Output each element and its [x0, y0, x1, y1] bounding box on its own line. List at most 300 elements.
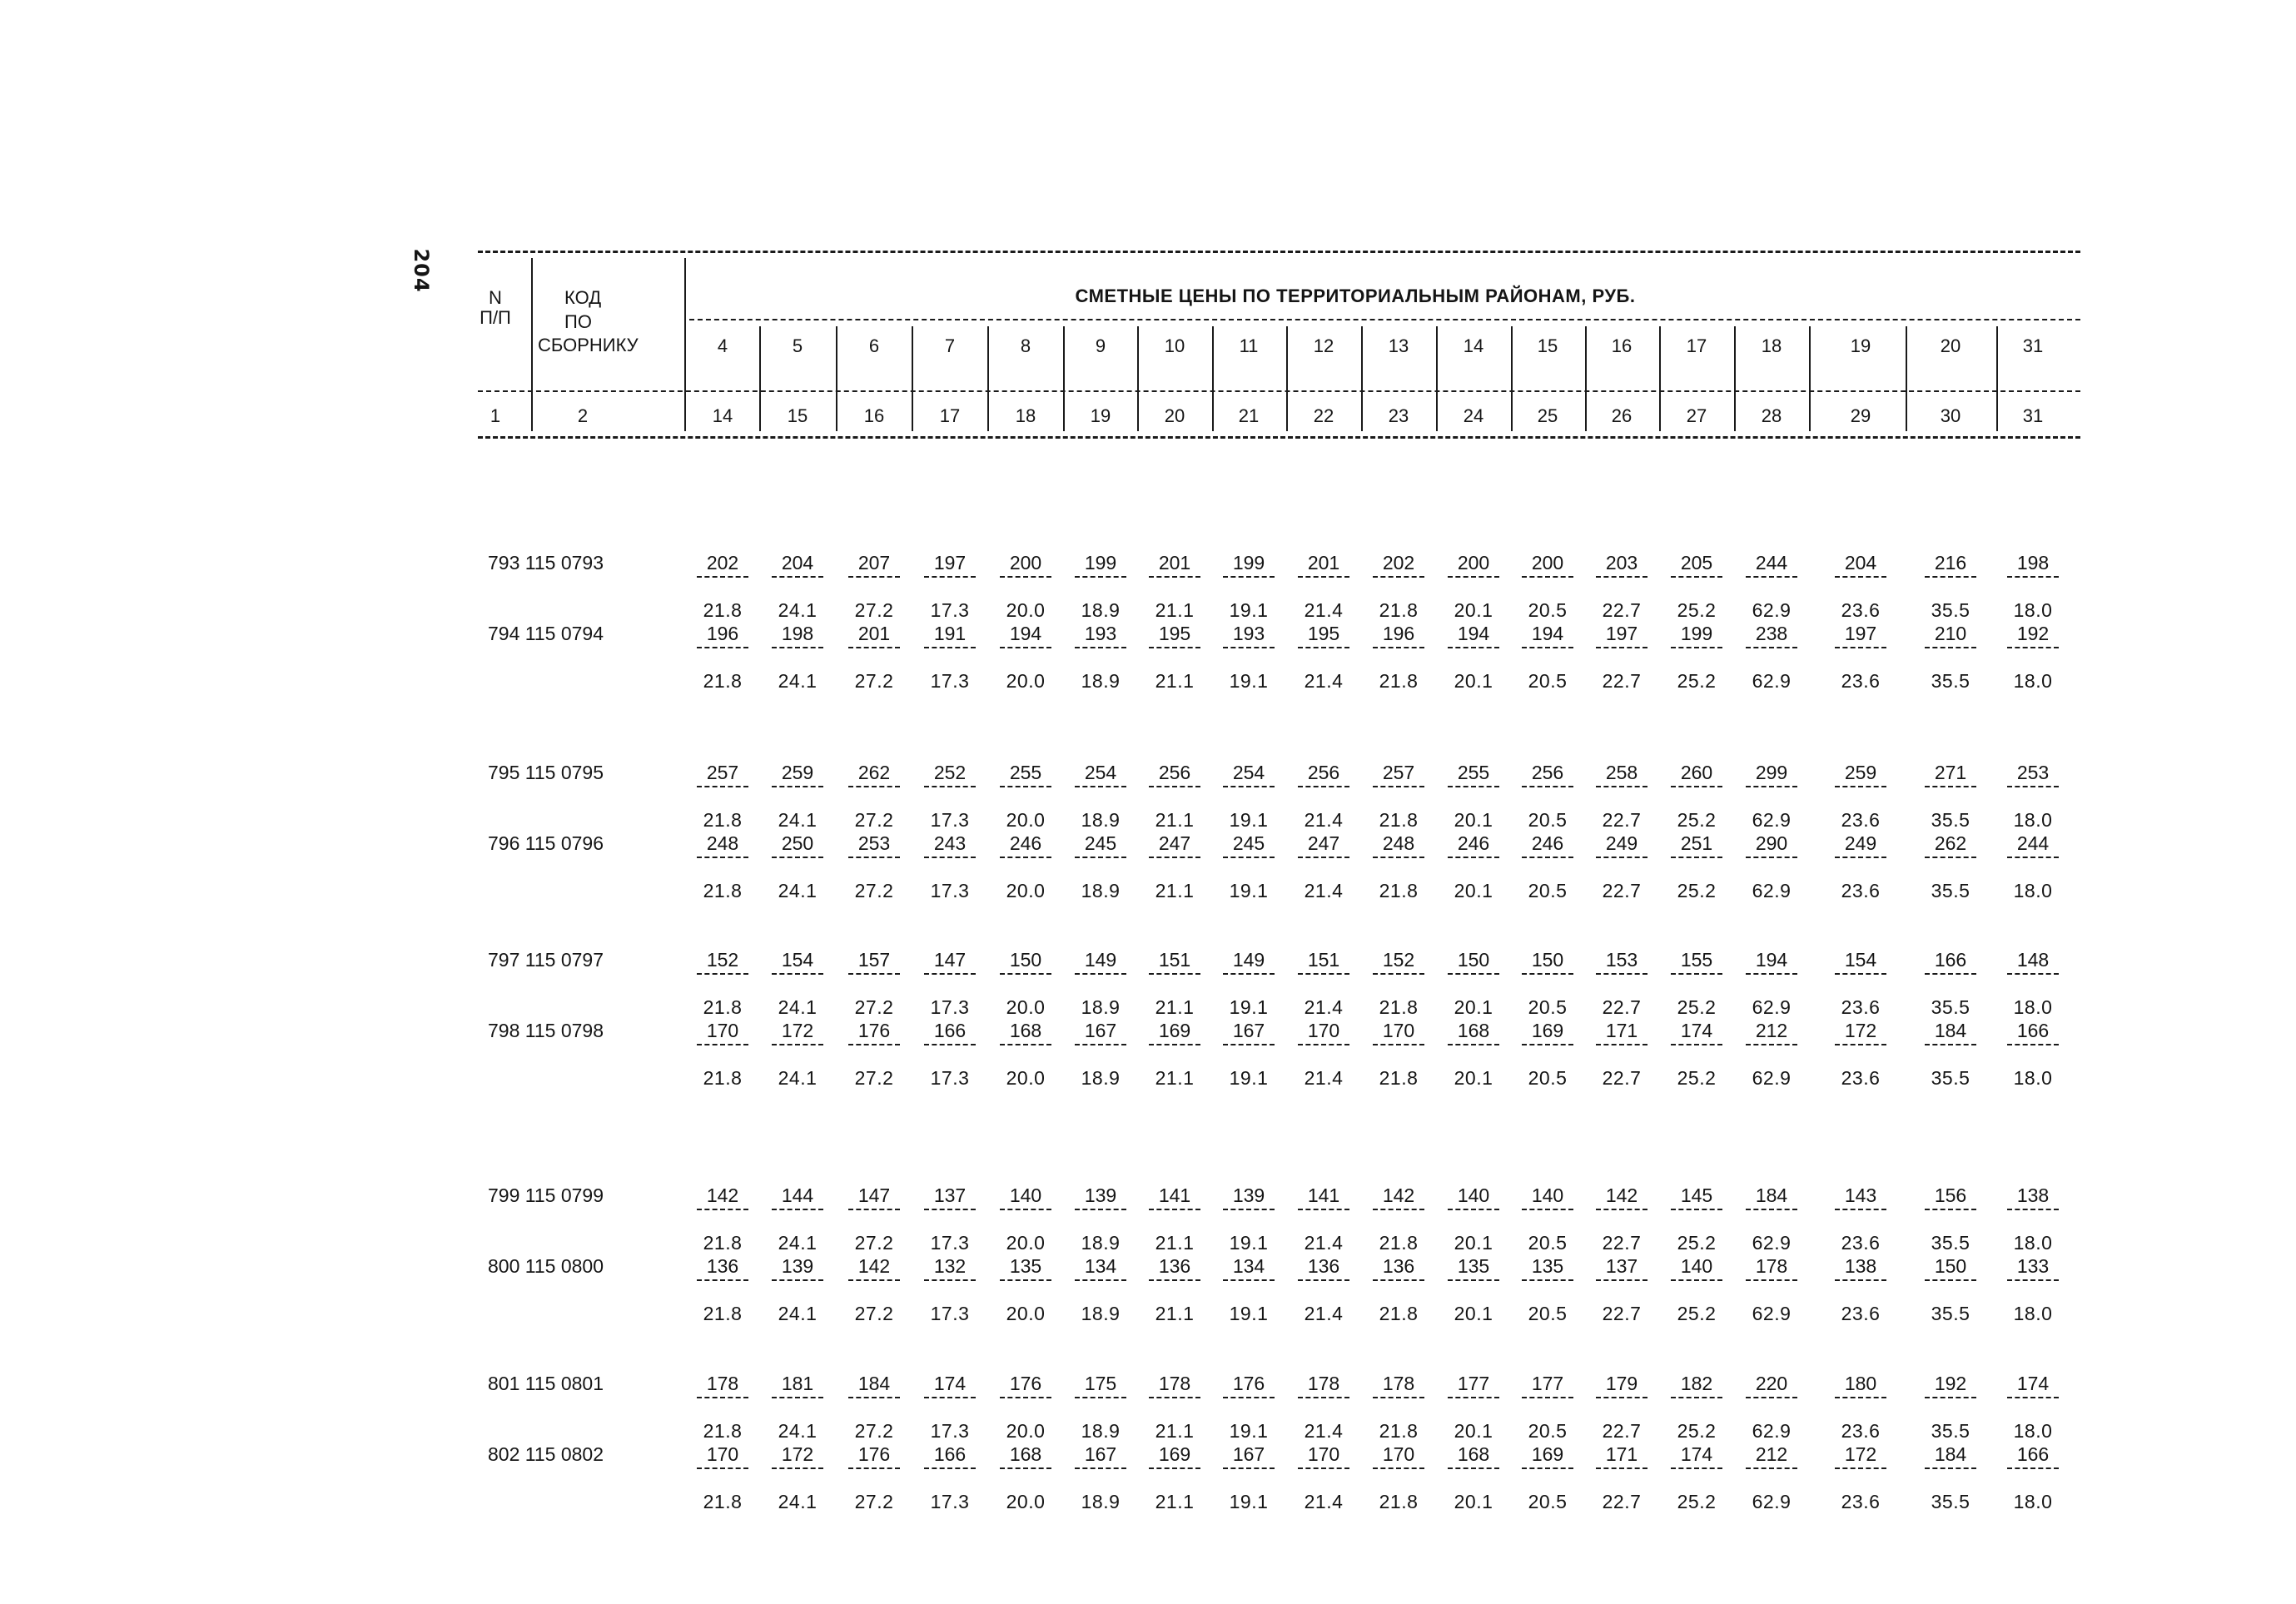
fraction-bar [1835, 786, 1886, 787]
wage-value: 23.6 [1841, 1303, 1881, 1324]
price-value: 247 [1307, 832, 1340, 854]
fraction-bar [772, 1209, 823, 1210]
price-value: 168 [1457, 1020, 1490, 1041]
index-number: 2 [577, 405, 589, 426]
fraction-bar [1835, 576, 1886, 578]
wage-value: 35.5 [1931, 1303, 1970, 1324]
price-value: 151 [1158, 949, 1191, 971]
price-value: 197 [1844, 623, 1877, 644]
row-code: 797 115 0797 [488, 949, 604, 971]
region-number: 18 [1761, 335, 1782, 356]
price-value: 150 [1531, 949, 1564, 971]
index-number: 21 [1238, 405, 1260, 426]
index-number: 22 [1313, 405, 1334, 426]
wage-value: 19.1 [1229, 809, 1269, 831]
price-value: 154 [1844, 949, 1877, 971]
fraction-bar [1373, 1467, 1424, 1469]
index-number: 19 [1090, 405, 1111, 426]
column-divider [1996, 326, 1998, 431]
fraction-bar [1298, 1397, 1349, 1398]
wage-value: 18.9 [1081, 1303, 1121, 1324]
fraction-bar [1596, 647, 1647, 648]
wage-value: 20.0 [1006, 599, 1046, 621]
fraction-bar [2007, 576, 2059, 578]
fraction-bar [1149, 1279, 1200, 1281]
column-divider [1734, 326, 1736, 431]
wage-value: 21.1 [1155, 1067, 1195, 1089]
region-number: 4 [717, 335, 728, 356]
price-value: 170 [1382, 1020, 1415, 1041]
price-value: 247 [1158, 832, 1191, 854]
fraction-bar [1149, 973, 1200, 975]
wage-value: 62.9 [1752, 1232, 1792, 1254]
price-value: 248 [1382, 832, 1415, 854]
wage-value: 24.1 [778, 1491, 818, 1512]
price-value: 166 [1934, 949, 1967, 971]
fraction-bar [1298, 786, 1349, 787]
wage-value: 20.5 [1528, 1232, 1568, 1254]
fraction-bar [697, 576, 748, 578]
fraction-bar [772, 1279, 823, 1281]
fraction-bar [2007, 1397, 2059, 1398]
wage-value: 22.7 [1602, 1232, 1642, 1254]
fraction-bar [1522, 857, 1573, 858]
column-divider [759, 326, 761, 431]
fraction-bar [1373, 973, 1424, 975]
wage-value: 18.0 [2013, 996, 2053, 1018]
price-value: 139 [1084, 1184, 1117, 1206]
price-value: 243 [933, 832, 967, 854]
wage-value: 17.3 [930, 1420, 970, 1442]
price-value: 196 [706, 623, 739, 644]
price-value: 153 [1605, 949, 1638, 971]
price-value: 144 [781, 1184, 814, 1206]
fraction-bar [924, 786, 976, 787]
fraction-bar [1373, 786, 1424, 787]
wage-value: 62.9 [1752, 599, 1792, 621]
price-value: 181 [781, 1373, 814, 1394]
wage-value: 25.2 [1677, 670, 1717, 692]
column-divider [684, 258, 686, 431]
wage-value: 18.9 [1081, 1491, 1121, 1512]
fraction-bar [772, 647, 823, 648]
wage-value: 21.8 [1379, 1491, 1419, 1512]
fraction-bar [1000, 1279, 1051, 1281]
price-value: 200 [1009, 552, 1042, 574]
wage-value: 22.7 [1602, 1303, 1642, 1324]
fraction-bar [2007, 647, 2059, 648]
wage-value: 17.3 [930, 1232, 970, 1254]
wage-value: 18.9 [1081, 670, 1121, 692]
column-divider [1137, 326, 1139, 431]
fraction-bar [697, 1044, 748, 1045]
price-value: 157 [857, 949, 891, 971]
price-value: 191 [933, 623, 967, 644]
wage-value: 20.0 [1006, 1303, 1046, 1324]
wage-value: 21.8 [703, 1420, 743, 1442]
wage-value: 24.1 [778, 1232, 818, 1254]
wage-value: 62.9 [1752, 880, 1792, 901]
fraction-bar [1000, 1209, 1051, 1210]
wage-value: 23.6 [1841, 599, 1881, 621]
price-value: 210 [1934, 623, 1967, 644]
column-divider [1436, 326, 1438, 431]
fraction-bar [848, 973, 900, 975]
wage-value: 24.1 [778, 1303, 818, 1324]
price-value: 174 [1680, 1443, 1713, 1465]
wage-value: 21.4 [1304, 670, 1344, 692]
wage-value: 27.2 [854, 996, 894, 1018]
column-divider [987, 326, 989, 431]
fraction-bar [697, 857, 748, 858]
wage-value: 35.5 [1931, 599, 1970, 621]
wage-value: 19.1 [1229, 1232, 1269, 1254]
price-value: 204 [781, 552, 814, 574]
price-value: 167 [1232, 1443, 1265, 1465]
price-value: 166 [2016, 1443, 2050, 1465]
price-value: 256 [1531, 762, 1564, 783]
wage-value: 24.1 [778, 809, 818, 831]
wage-value: 21.8 [703, 670, 743, 692]
wage-value: 20.1 [1454, 599, 1493, 621]
fraction-bar [1925, 1397, 1976, 1398]
fraction-bar [1373, 1044, 1424, 1045]
region-number: 12 [1313, 335, 1334, 356]
fraction-bar [1835, 1044, 1886, 1045]
price-value: 176 [1232, 1373, 1265, 1394]
wage-value: 19.1 [1229, 880, 1269, 901]
fraction-bar [1596, 1467, 1647, 1469]
price-value: 136 [1158, 1255, 1191, 1277]
fraction-bar [1000, 1397, 1051, 1398]
price-value: 151 [1307, 949, 1340, 971]
price-value: 198 [2016, 552, 2050, 574]
wage-value: 20.0 [1006, 1067, 1046, 1089]
price-value: 150 [1009, 949, 1042, 971]
wage-value: 27.2 [854, 1303, 894, 1324]
price-value: 178 [706, 1373, 739, 1394]
fraction-bar [848, 1209, 900, 1210]
fraction-bar [1925, 1209, 1976, 1210]
fraction-bar [1925, 786, 1976, 787]
wage-value: 18.0 [2013, 1303, 2053, 1324]
fraction-bar [924, 973, 976, 975]
header-bottom-rule [478, 436, 2080, 439]
price-value: 150 [1457, 949, 1490, 971]
wage-value: 22.7 [1602, 599, 1642, 621]
fraction-bar [1596, 1279, 1647, 1281]
fraction-bar [1298, 1279, 1349, 1281]
fraction-bar [1925, 1279, 1976, 1281]
wage-value: 21.8 [703, 599, 743, 621]
price-value: 171 [1605, 1020, 1638, 1041]
fraction-bar [2007, 857, 2059, 858]
fraction-bar [1298, 1467, 1349, 1469]
price-value: 203 [1605, 552, 1638, 574]
wage-value: 19.1 [1229, 670, 1269, 692]
fraction-bar [1448, 1209, 1499, 1210]
region-number: 20 [1940, 335, 1961, 356]
fraction-bar [697, 973, 748, 975]
price-value: 169 [1531, 1020, 1564, 1041]
price-value: 193 [1084, 623, 1117, 644]
row-code: 801 115 0801 [488, 1373, 604, 1394]
price-value: 253 [2016, 762, 2050, 783]
fraction-bar [2007, 1279, 2059, 1281]
price-value: 132 [933, 1255, 967, 1277]
price-value: 170 [706, 1443, 739, 1465]
price-value: 195 [1158, 623, 1191, 644]
fraction-bar [1448, 1044, 1499, 1045]
fraction-bar [1448, 647, 1499, 648]
wage-value: 27.2 [854, 1067, 894, 1089]
fraction-bar [772, 1044, 823, 1045]
fraction-bar [848, 857, 900, 858]
fraction-bar [1075, 1467, 1126, 1469]
index-number: 25 [1537, 405, 1558, 426]
wage-value: 18.0 [2013, 809, 2053, 831]
fraction-bar [1746, 857, 1797, 858]
fraction-bar [924, 1044, 976, 1045]
price-value: 141 [1307, 1184, 1340, 1206]
price-value: 138 [2016, 1184, 2050, 1206]
price-value: 135 [1531, 1255, 1564, 1277]
wage-value: 18.9 [1081, 880, 1121, 901]
price-value: 176 [857, 1443, 891, 1465]
fraction-bar [1075, 1044, 1126, 1045]
price-value: 182 [1680, 1373, 1713, 1394]
price-value: 137 [1605, 1255, 1638, 1277]
header-col-code: ПО [564, 311, 592, 332]
price-value: 171 [1605, 1443, 1638, 1465]
fraction-bar [1835, 647, 1886, 648]
wage-value: 18.0 [2013, 1420, 2053, 1442]
wage-value: 25.2 [1677, 809, 1717, 831]
fraction-bar [1596, 576, 1647, 578]
price-value: 136 [706, 1255, 739, 1277]
wage-value: 23.6 [1841, 1067, 1881, 1089]
wage-value: 62.9 [1752, 1067, 1792, 1089]
wage-value: 21.4 [1304, 1491, 1344, 1512]
fraction-bar [1925, 647, 1976, 648]
fraction-bar [1671, 1279, 1722, 1281]
wage-value: 18.9 [1081, 599, 1121, 621]
row-code: 800 115 0800 [488, 1255, 604, 1277]
wage-value: 17.3 [930, 1067, 970, 1089]
wage-value: 21.8 [1379, 1067, 1419, 1089]
price-value: 178 [1382, 1373, 1415, 1394]
wage-value: 20.1 [1454, 1067, 1493, 1089]
column-divider [1809, 326, 1811, 431]
fraction-bar [1596, 973, 1647, 975]
column-divider [1286, 326, 1288, 431]
price-value: 149 [1084, 949, 1117, 971]
wage-value: 35.5 [1931, 809, 1970, 831]
index-number: 23 [1388, 405, 1409, 426]
wage-value: 35.5 [1931, 670, 1970, 692]
price-value: 140 [1531, 1184, 1564, 1206]
price-value: 145 [1680, 1184, 1713, 1206]
fraction-bar [848, 647, 900, 648]
header-mid-rule [689, 319, 2080, 320]
price-value: 195 [1307, 623, 1340, 644]
wage-value: 25.2 [1677, 1232, 1717, 1254]
wage-value: 21.4 [1304, 1067, 1344, 1089]
wage-value: 17.3 [930, 1491, 970, 1512]
wage-value: 27.2 [854, 670, 894, 692]
fraction-bar [1448, 576, 1499, 578]
row-code: 802 115 0802 [488, 1443, 604, 1465]
wage-value: 18.0 [2013, 1067, 2053, 1089]
price-value: 148 [2016, 949, 2050, 971]
wage-value: 17.3 [930, 599, 970, 621]
fraction-bar [1223, 786, 1275, 787]
fraction-bar [924, 1209, 976, 1210]
price-value: 180 [1844, 1373, 1877, 1394]
wage-value: 62.9 [1752, 809, 1792, 831]
price-value: 249 [1605, 832, 1638, 854]
wage-value: 21.8 [703, 880, 743, 901]
fraction-bar [1223, 647, 1275, 648]
region-number: 19 [1850, 335, 1871, 356]
price-value: 149 [1232, 949, 1265, 971]
wage-value: 18.9 [1081, 809, 1121, 831]
price-value: 139 [1232, 1184, 1265, 1206]
wage-value: 20.0 [1006, 1420, 1046, 1442]
fraction-bar [1149, 1467, 1200, 1469]
index-number: 24 [1463, 405, 1484, 426]
fraction-bar [1835, 1279, 1886, 1281]
price-value: 246 [1457, 832, 1490, 854]
wage-value: 27.2 [854, 1232, 894, 1254]
price-value: 212 [1755, 1443, 1788, 1465]
price-value: 254 [1084, 762, 1117, 783]
index-number: 28 [1761, 405, 1782, 426]
fraction-bar [1671, 786, 1722, 787]
price-value: 212 [1755, 1020, 1788, 1041]
fraction-bar [1835, 973, 1886, 975]
fraction-bar [1298, 973, 1349, 975]
price-value: 254 [1232, 762, 1265, 783]
price-value: 166 [2016, 1020, 2050, 1041]
price-value: 202 [706, 552, 739, 574]
wage-value: 24.1 [778, 599, 818, 621]
fraction-bar [1596, 1397, 1647, 1398]
wage-value: 21.8 [1379, 1303, 1419, 1324]
wage-value: 21.4 [1304, 1303, 1344, 1324]
fraction-bar [1596, 786, 1647, 787]
wage-value: 35.5 [1931, 1420, 1970, 1442]
wage-value: 21.8 [1379, 880, 1419, 901]
price-value: 167 [1084, 1443, 1117, 1465]
price-value: 253 [857, 832, 891, 854]
price-value: 147 [857, 1184, 891, 1206]
wage-value: 20.1 [1454, 809, 1493, 831]
column-divider [1906, 326, 1907, 431]
fraction-bar [1448, 973, 1499, 975]
fraction-bar [1223, 1044, 1275, 1045]
fraction-bar [1149, 857, 1200, 858]
fraction-bar [1373, 1279, 1424, 1281]
wage-value: 17.3 [930, 809, 970, 831]
price-value: 259 [1844, 762, 1877, 783]
price-value: 245 [1084, 832, 1117, 854]
fraction-bar [1373, 576, 1424, 578]
fraction-bar [772, 1467, 823, 1469]
region-number: 10 [1164, 335, 1185, 356]
wage-value: 25.2 [1677, 1067, 1717, 1089]
index-number: 14 [712, 405, 733, 426]
fraction-bar [1925, 1044, 1976, 1045]
fraction-bar [1223, 1209, 1275, 1210]
region-number: 7 [944, 335, 956, 356]
fraction-bar [1522, 576, 1573, 578]
fraction-bar [1925, 576, 1976, 578]
fraction-bar [1373, 647, 1424, 648]
price-value: 249 [1844, 832, 1877, 854]
region-number: 5 [792, 335, 803, 356]
wage-value: 21.4 [1304, 809, 1344, 831]
fraction-bar [1746, 576, 1797, 578]
price-value: 184 [1934, 1443, 1967, 1465]
price-value: 257 [1382, 762, 1415, 783]
wage-value: 20.0 [1006, 809, 1046, 831]
wage-value: 18.0 [2013, 599, 2053, 621]
column-divider [1212, 326, 1214, 431]
column-divider [1585, 326, 1587, 431]
wage-value: 19.1 [1229, 1067, 1269, 1089]
price-value: 174 [2016, 1373, 2050, 1394]
wage-value: 62.9 [1752, 996, 1792, 1018]
wage-value: 25.2 [1677, 1420, 1717, 1442]
wage-value: 21.4 [1304, 880, 1344, 901]
fraction-bar [1000, 786, 1051, 787]
wage-value: 18.0 [2013, 670, 2053, 692]
fraction-bar [1075, 576, 1126, 578]
price-value: 133 [2016, 1255, 2050, 1277]
wage-value: 25.2 [1677, 1303, 1717, 1324]
wage-value: 20.5 [1528, 599, 1568, 621]
fraction-bar [1149, 1044, 1200, 1045]
fraction-bar [1522, 1044, 1573, 1045]
fraction-bar [1522, 786, 1573, 787]
page-number: 204 [410, 248, 433, 293]
wage-value: 35.5 [1931, 1491, 1970, 1512]
fraction-bar [1373, 857, 1424, 858]
header-col-code: СБОРНИКУ [538, 335, 639, 355]
fraction-bar [1149, 647, 1200, 648]
wage-value: 22.7 [1602, 1420, 1642, 1442]
wage-value: 21.1 [1155, 809, 1195, 831]
price-value: 244 [2016, 832, 2050, 854]
price-value: 257 [706, 762, 739, 783]
price-value: 259 [781, 762, 814, 783]
price-value: 238 [1755, 623, 1788, 644]
price-value: 184 [1934, 1020, 1967, 1041]
fraction-bar [1223, 1467, 1275, 1469]
column-divider [836, 326, 837, 431]
fraction-bar [1596, 1209, 1647, 1210]
wage-value: 19.1 [1229, 1491, 1269, 1512]
wage-value: 62.9 [1752, 1420, 1792, 1442]
price-value: 199 [1232, 552, 1265, 574]
fraction-bar [1075, 1209, 1126, 1210]
price-value: 178 [1755, 1255, 1788, 1277]
wage-value: 20.1 [1454, 670, 1493, 692]
column-divider [531, 258, 533, 431]
wage-value: 20.0 [1006, 996, 1046, 1018]
header-col-n: П/П [480, 307, 511, 328]
